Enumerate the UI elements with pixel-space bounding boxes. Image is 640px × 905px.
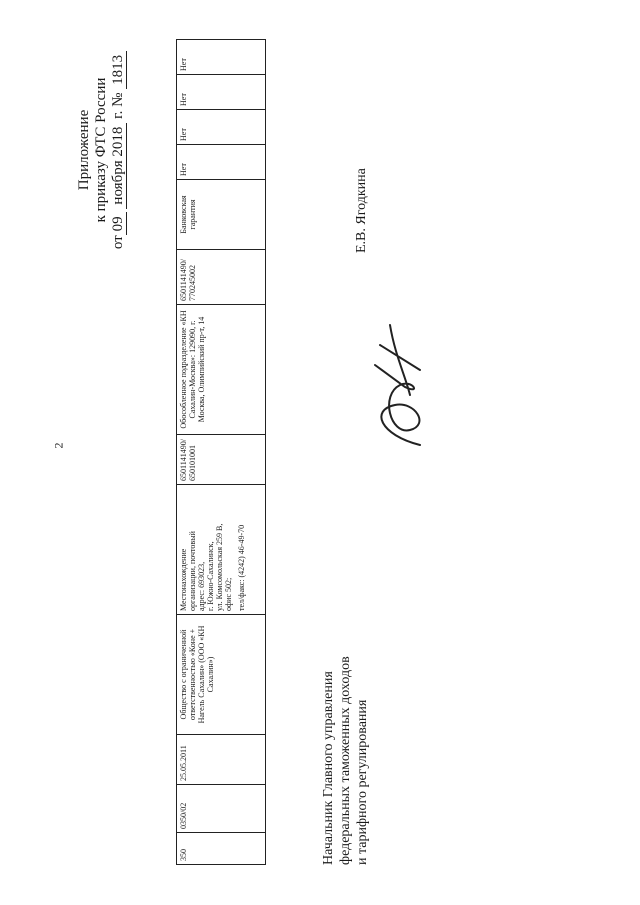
cell-flag-1: Нет (177, 145, 266, 180)
cell-guarantee: Банковская гарантия (177, 180, 266, 250)
cell-flag-4: Нет (177, 40, 266, 75)
cell-flag-2: Нет (177, 110, 266, 145)
chief-title: Начальник Главного управления федеральных таможенных доходов и тарифного регулирования (321, 656, 370, 865)
cell-number: 350 (177, 833, 266, 865)
cell-flag-3: Нет (177, 75, 266, 110)
annex-order-ref: к приказу ФТС России (93, 77, 109, 223)
page-number: 2 (51, 442, 66, 449)
signer-name: Е.В. Ягодкина (354, 168, 369, 253)
cell-inn-kpp: 6501141490/ 650101001 (177, 435, 266, 485)
order-number: 1813 (110, 54, 126, 85)
annex-title: Приложение (76, 109, 92, 191)
handwritten-signature (360, 315, 440, 465)
annex-header (76, 35, 127, 265)
cell-organization: Общество с ограниченной ответственностью «Коне + Нагель Сахалин» (ООО «КН Сахалин») (177, 615, 266, 735)
registry-table (176, 40, 266, 865)
cell-address: Местонахождение организации, почтовый адрес: 693023, г. Южно-Сахалинск, ул. Комсомольская 259 В, офис 502; тел/факс: (4242) 46-49-70 (177, 485, 266, 615)
cell-code: 0350/02 (177, 785, 266, 833)
table-row (177, 40, 266, 865)
annex-date-line: от09 ноября 2018 г. № 1813 (110, 35, 127, 265)
cell-date: 25.05.2011 (177, 735, 266, 785)
cell-branch: Обособленное подразделение «КН Сахалин-Москва»: 129090, г. Москва, Олимпийский пр-т, 14 (177, 305, 266, 435)
cell-inn-kpp-branch: 6501141490/ 770245002 (177, 250, 266, 305)
